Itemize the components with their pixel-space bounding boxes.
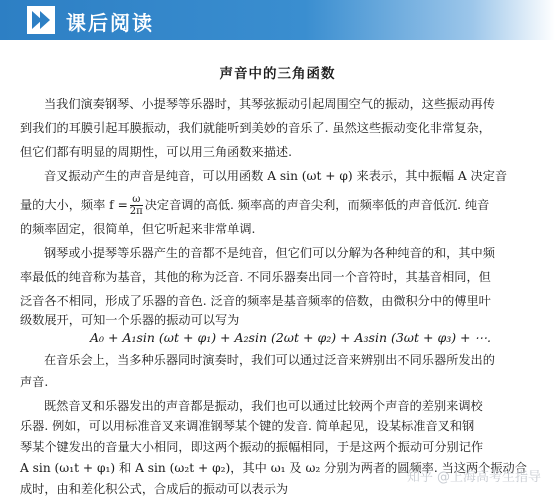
paragraph-line: 钢琴或小提琴等乐器产生的音都不是纯音，但它们可以分解为各种纯音的和，其中频 bbox=[44, 246, 495, 260]
section-header bbox=[0, 0, 555, 40]
paragraph-line: 的频率固定，很简单，但它听起来非常单调. bbox=[20, 222, 256, 236]
frequency-fraction bbox=[130, 194, 143, 217]
fraction-numerator: ω bbox=[130, 194, 143, 206]
fraction-denominator: 2π bbox=[129, 206, 143, 217]
fourier-formula: A₀ + A₁sin (ωt + φ₁) + A₂sin (2ωt + φ₂) + A₃sin (3ωt + φ₃) + ⋯. bbox=[90, 330, 491, 345]
article-title: 声音中的三角函数 bbox=[219, 66, 336, 82]
paragraph-line: 当我们演奏钢琴、小提琴等乐器时，其琴弦振动引起周围空气的振动，这些振动再传 bbox=[44, 97, 495, 111]
paragraph-line: 在音乐会上，当多种乐器同时演奏时，我们可以通过泛音来辨别出不同乐器所发出的 bbox=[44, 353, 495, 367]
paragraph-line: 琴某个键发出的音量大小相同，即这两个振动的振幅相同，于是这两个振动可分别记作 bbox=[20, 440, 484, 454]
paragraph-line: A sin (ω₁t + φ₁) 和 A sin (ω₂t + φ₂)，其中 ω₁ 及 ω₂ 分别为两者的圆频率. 当这两个振动合 bbox=[20, 461, 527, 475]
section-arrow-icon bbox=[27, 6, 55, 34]
paragraph-line: 级数展开，可知一个乐器的振动可以写为 bbox=[20, 313, 240, 327]
paragraph-line-frequency bbox=[20, 194, 540, 217]
paragraph-line: 音叉振动产生的声音是纯音，可以用函数 A sin (ωt + φ) 来表示，其中振幅 A 决定音 bbox=[44, 169, 508, 183]
frequency-lead-text: 量的大小，频率 f = bbox=[20, 198, 128, 212]
paragraph-line: 声音. bbox=[20, 375, 49, 389]
paragraph-line: 既然音叉和乐器发出的声音都是振动，我们也可以通过比较两个声音的差别来调校 bbox=[44, 399, 483, 413]
section-title: 课后阅读 bbox=[66, 11, 154, 35]
paragraph-line: 乐器. 例如，可以用标准音叉来调准钢琴某个键的发音. 简单起见，设某标准音叉和钢 bbox=[20, 419, 475, 433]
paragraph-line: 泛音各不相同，形成了乐器的音色. 泛音的频率是基音频率的倍数，由微积分中的傅里叶 bbox=[20, 294, 491, 308]
paragraph-line: 到我们的耳膜引起耳膜振动，我们就能听到美妙的音乐了. 虽然这些振动变化非常复杂， bbox=[20, 121, 491, 135]
paragraph-line: 成时，由和差化积公式，合成后的振动可以表示为 bbox=[20, 482, 289, 496]
paragraph-line: 但它们都有明显的周期性，可以用三角函数来描述. bbox=[20, 145, 292, 159]
paragraph-line: 率最低的纯音称为基音，其他的称为泛音. 不同乐器奏出同一个音符时，其基音相同，但 bbox=[20, 270, 491, 284]
frequency-trail-text: 决定音调的高低. 频率高的声音尖利，而频率低的声音低沉. 纯音 bbox=[144, 198, 490, 212]
watermark: 知乎 @上海高考生指导 bbox=[406, 470, 541, 485]
